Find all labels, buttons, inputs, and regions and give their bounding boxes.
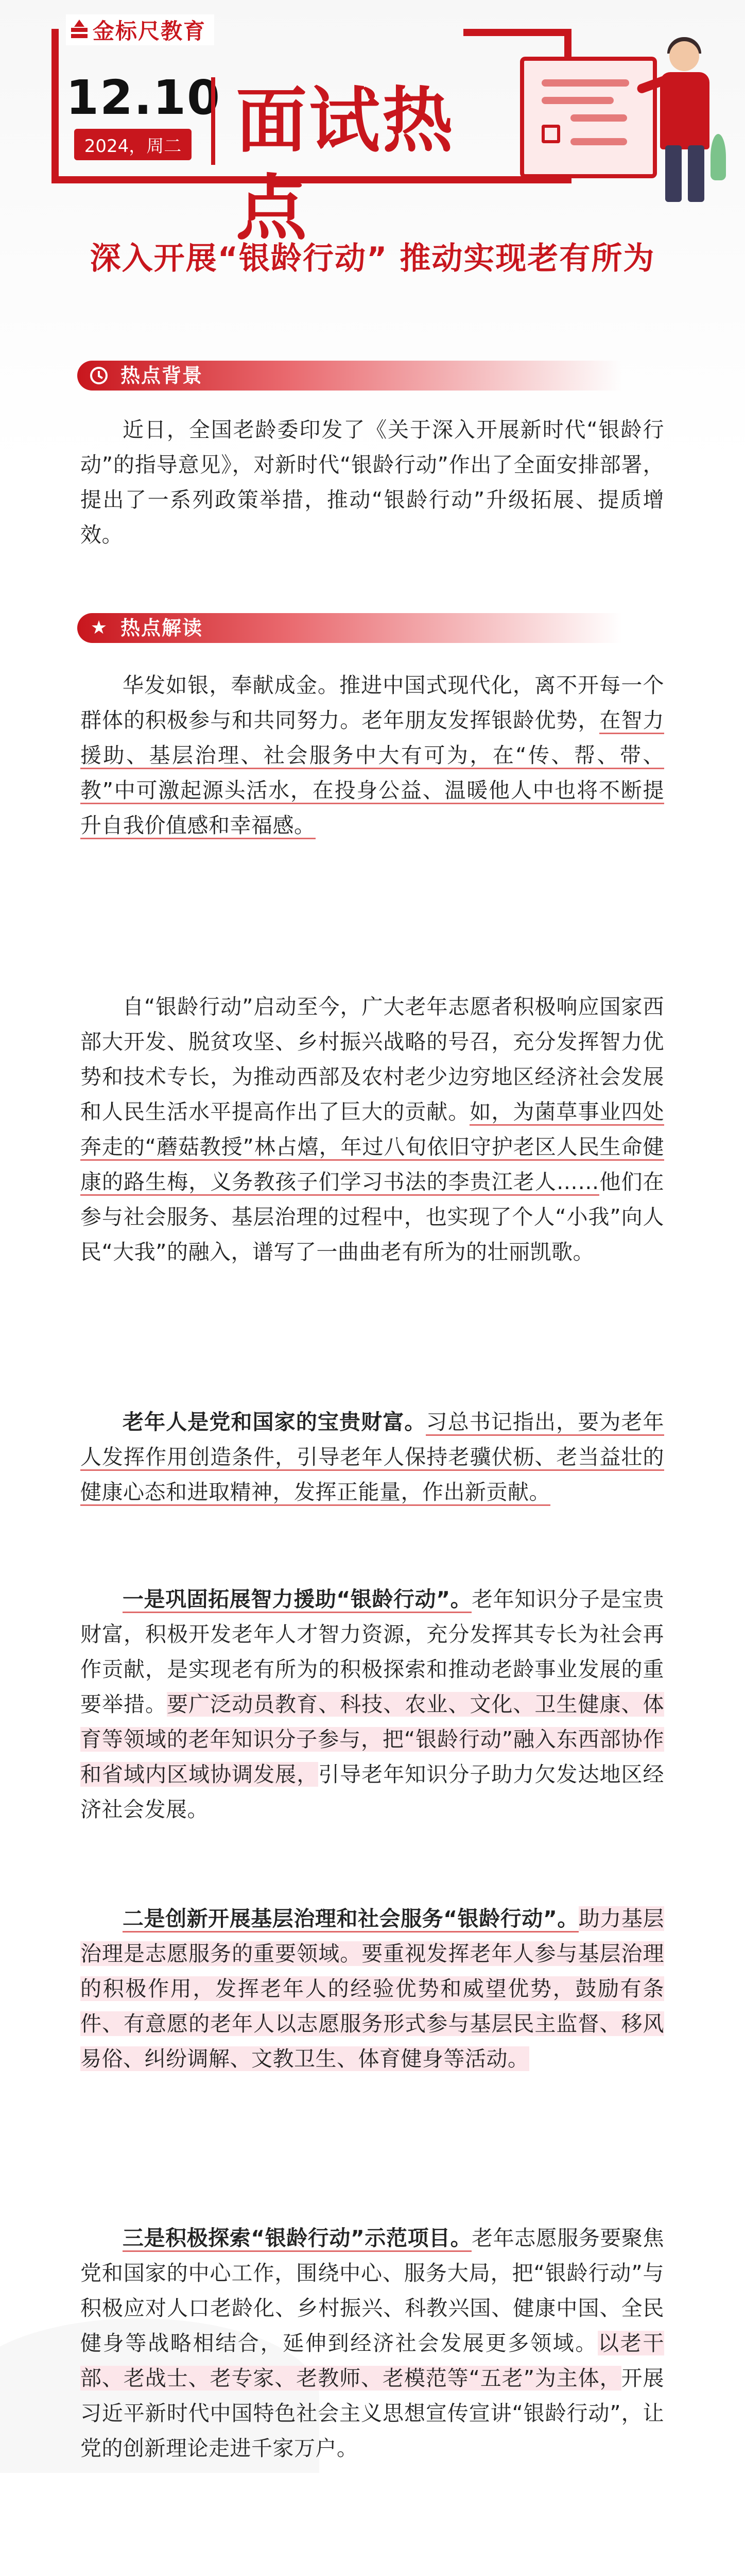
- highlighted-text: 在智力援助、基层治理、社会服务中大有可为，在“传、帮、带、教”中可激起源头活水，在投身公益、温暖他人中也将不断提升自我价值感和幸福感。: [80, 708, 664, 839]
- paragraph-5: [80, 1901, 664, 2076]
- paragraph-4: [80, 1582, 664, 1827]
- date: 12.10: [66, 70, 221, 125]
- bold-text: 二是创新开展基层治理和社会服务“银龄行动”。: [123, 1906, 579, 1933]
- date-block: [66, 70, 221, 160]
- bold-text: 一是巩固拓展智力援助“银龄行动”。: [123, 1587, 472, 1613]
- brand-logo: [66, 14, 214, 45]
- paragraph-text: 自“银龄行动”启动至今，广大老年志愿者积极响应国家西部大开发、脱贫攻坚、乡村振兴战略的号召，充分发挥智力优势和技术专长，为推动西部及农村老少边穷地区经济社会发展和人民生活水平提高作出了巨大的贡献。: [80, 994, 664, 1124]
- paragraph-text: 华发如银，奉献成金。推进中国式现代化，离不开每一个群体的积极参与和共同努力。老年朋友发挥银龄优势，: [80, 673, 664, 733]
- section-tag-analysis: [77, 613, 669, 643]
- highlighted-text: 如，为菌草事业四处奔走的“蘑菇教授”林占熺，年过八旬依旧守护老区人民生命健康的路生梅，义务教孩子们学习书法的李贵江老人……: [80, 1099, 664, 1196]
- clock-icon: [89, 365, 109, 386]
- background-paragraph: [80, 412, 664, 552]
- checklist-board-icon: [520, 57, 657, 178]
- section-tag-label: 热点解读: [120, 617, 203, 639]
- frame-corner: [51, 29, 57, 36]
- logo-icon: [70, 20, 89, 40]
- pink-highlight-text: 要广泛动员教育、科技、农业、文化、卫生健康、体育等领域的老年知识分子参与，把“银龄行动”融入东西部协作和省域内区域协调发展，: [80, 1692, 664, 1787]
- header: [0, 0, 745, 250]
- paragraph-text: 开展习近平新时代中国特色社会主义思想宣传宣讲“银龄行动”，让党的创新理论走进千家万户。: [80, 2366, 665, 2461]
- paragraph-6: [80, 2221, 664, 2466]
- star-icon: ★: [90, 617, 108, 638]
- paragraph-text: 近日，全国老龄委印发了《关于深入开展新时代“银龄行动”的指导意见》，对新时代“银龄行动”作出了全面安排部署，提出了一系列政策举措，推动“银龄行动”升级拓展、提质增效。: [80, 417, 664, 547]
- section-tag-background: [77, 361, 669, 391]
- paragraph-2: [80, 989, 664, 1269]
- paragraph-text: 老年志愿服务要聚焦党和国家的中心工作，围绕中心、服务大局，把“银龄行动”与积极应对人口老龄化、乡村振兴、科教兴国、健康中国、全民健身等战略相结合，延伸到经济社会发展更多领域。: [80, 2226, 664, 2355]
- section-tag-label: 热点背景: [120, 364, 203, 387]
- bold-text: 老年人是党和国家的宝贵财富。: [123, 1410, 426, 1434]
- paragraph-1: [80, 668, 664, 843]
- header-title: 面试热点: [211, 77, 499, 165]
- paragraph-text: 老年知识分子是宝贵财富，积极开发老年人才智力资源，充分发挥其专长为社会再作贡献，是实现老有所为的积极探索和推动老龄事业发展的重要举措。: [80, 1587, 664, 1717]
- paragraph-text: 他们在参与社会服务、基层治理的过程中，也实现了个人“小我”向人民“大我”的融入，谱写了一曲曲老有所为的壮丽凯歌。: [80, 1170, 665, 1264]
- plant-icon: [711, 134, 726, 180]
- presenter-illustration: [515, 10, 731, 206]
- brand-name: 金标尺教育: [93, 19, 206, 44]
- bold-text: 三是积极探索“银龄行动”示范项目。: [123, 2226, 472, 2252]
- highlighted-text: 习总书记指出，要为老年人发挥作用创造条件，引导老年人保持老骥伏枥、老当益壮的健康心态和进取精神，发挥正能量，作出新贡献。: [80, 1410, 664, 1506]
- pink-highlight-text: 助力基层治理是志愿服务的重要领域。要重视发挥老年人参与基层治理的积极作用，发挥老年人的经验优势和威望优势，鼓励有条件、有意愿的老年人以志愿服务形式参与基层民主监督、移风易俗、纠纷调解、文教卫生、体育健身等活动。: [80, 1906, 665, 2071]
- pink-highlight-text: 以老干部、老战士、老专家、老教师、老模范等“五老”为主体，: [80, 2331, 665, 2391]
- article-title: 深入开展“银龄行动” 推动实现老有所为: [90, 241, 655, 277]
- paragraph-text: 引导老年知识分子助力欠发达地区经济社会发展。: [80, 1762, 665, 1822]
- paragraph-3: [80, 1404, 664, 1510]
- date-weekday: 2024，周二: [74, 129, 192, 160]
